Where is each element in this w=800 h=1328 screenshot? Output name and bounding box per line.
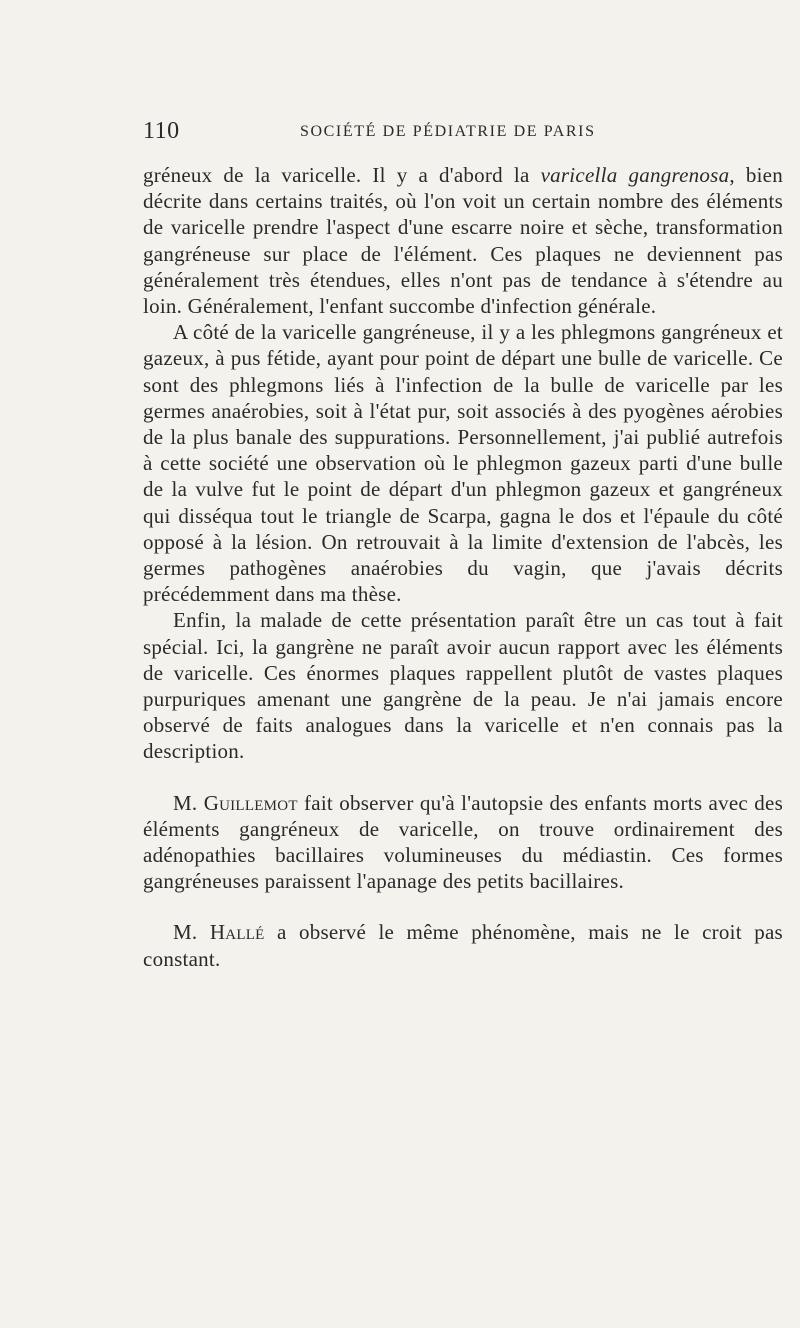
paragraph-halle-text: a observé le même phénomène, mais ne le croit pas constant.	[143, 920, 783, 971]
paragraph-2: A côté de la varicelle gangréneuse, il y a les phlegmons gangréneux et gazeux, à pus fétide, ayant pour point de départ une bulle de varicelle. Ce sont des phlegmons liés à l'infection de la bulle de varicelle par les germes anaérobies, soit à l'état pur, soit associés à des pyogènes aérobies de la plus banale des suppurations. Personnellement, j'ai publié autrefois à cette société une observation où le phlegmon gazeux parti d'une bulle de la vulve fut le point de départ d'un phlegmon gazeux et gangréneux qui disséqua tout le triangle de Scarpa, gagna le dos et l'épaule du côté opposé à la lésion. On retrouvait à la limite d'extension de l'abcès, les germes pathogènes anaérobies du vagin, que j'avais décrits précédemment dans ma thèse.	[143, 320, 783, 607]
paragraph-1-italic-term: varicella gangrenosa	[540, 163, 730, 187]
speaker-prefix: M.	[173, 790, 204, 815]
paragraph-1	[143, 162, 783, 319]
speaker-name-guillemot: Guillemot	[203, 790, 298, 815]
page-header	[143, 118, 783, 148]
body-text	[143, 162, 783, 972]
page-number: 110	[143, 118, 180, 144]
paragraph-1-after: , bien décrite dans certains traités, où l'on voit un certain nombre des éléments de varicelle prendre l'aspect d'une escarre noire et sèche, transformation gangréneuse sur place de l'élément. Ces plaques ne deviennent pas généralement très étendues, elles n'ont pas de tendance à s'étendre au loin. Généralement, l'enfant succombe d'infection générale.	[143, 163, 784, 319]
paragraph-guillemot	[143, 790, 783, 895]
paragraph-1-before: gréneux de la varicelle. Il y a d'abord la	[143, 163, 541, 187]
running-head: SOCIÉTÉ DE PÉDIATRIE DE PARIS	[300, 123, 596, 140]
speaker-prefix: M.	[173, 920, 210, 945]
paragraph-guillemot-text: fait observer qu'à l'autopsie des enfants morts avec des éléments gangréneux de varicelle, on trouve ordinairement des adénopathies bacillaires volumineuses du médiastin. Ces formes gangréneuses paraissent l'apanage des petits bacillaires.	[143, 790, 783, 894]
paragraph-3: Enfin, la malade de cette présentation paraît être un cas tout à fait spécial. Ici, la gangrène ne paraît avoir aucun rapport avec les éléments de varicelle. Ces énormes plaques rappellent plutôt de vastes plaques purpuriques amenant une gangrène de la peau. Je n'ai jamais encore observé de faits analogues dans la varicelle et n'en connais pas la description.	[143, 608, 783, 764]
speaker-name-halle: Hallé	[209, 920, 265, 945]
paragraph-halle	[143, 919, 783, 971]
